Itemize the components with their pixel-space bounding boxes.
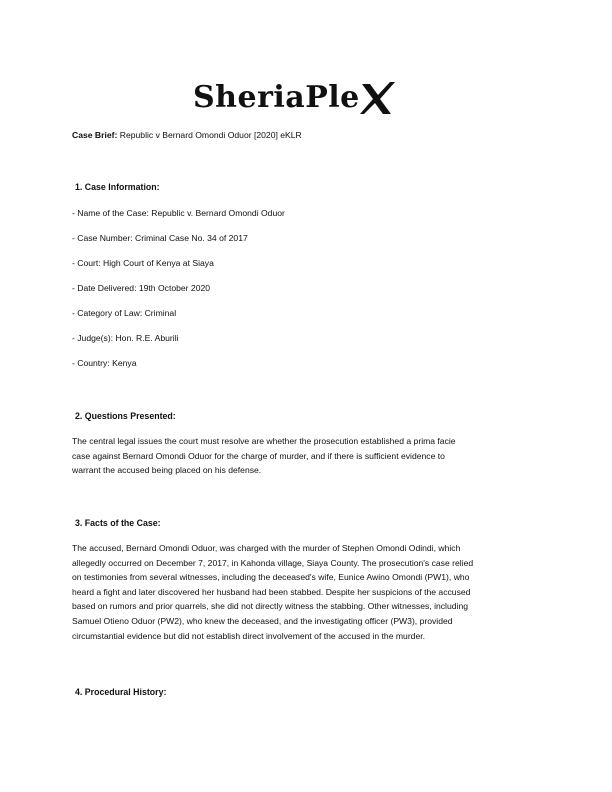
case-info-category: - Category of Law: Criminal xyxy=(72,308,177,318)
sheriaplex-logo xyxy=(193,78,419,118)
case-brief-label: Case Brief: xyxy=(72,130,118,140)
case-info-court: - Court: High Court of Kenya at Siaya xyxy=(72,258,214,268)
paragraph-line: Samuel Otieno Oduor (PW2), who knew the deceased, and the investigating officer (PW3), provided xyxy=(72,615,453,626)
case-info-judges: - Judge(s): Hon. R.E. Aburili xyxy=(72,333,179,343)
section-heading-case-information: 1. Case Information: xyxy=(75,182,160,192)
case-brief-line xyxy=(72,129,302,141)
case-info-number: - Case Number: Criminal Case No. 34 of 2017 xyxy=(72,233,248,243)
paragraph-line: warrant the accused being placed on his defense. xyxy=(72,465,262,476)
section-heading-questions: 2. Questions Presented: xyxy=(75,411,176,421)
paragraph-line: based on rumors and prior quarrels, she did not directly witness the stabbing. Other witnesses, including xyxy=(72,601,468,612)
x-mark-icon xyxy=(360,80,396,116)
case-info-date: - Date Delivered: 19th October 2020 xyxy=(72,283,211,293)
paragraph-line: case against Bernard Omondi Oduor for the charge of murder, and if there is sufficient evidence to xyxy=(72,450,445,461)
facts-paragraph xyxy=(72,541,542,643)
paragraph-line: circumstantial evidence but did not establish direct involvement of the accused in the murder. xyxy=(72,630,426,641)
case-info-country: - Country: Kenya xyxy=(72,358,137,368)
section-heading-facts: 3. Facts of the Case: xyxy=(75,518,161,528)
paragraph-line: allegedly occurred on December 7, 2017, in Kahonda village, Siaya County. The prosecution's case relied xyxy=(72,557,474,568)
case-info-name: - Name of the Case: Republic v. Bernard Omondi Oduor xyxy=(72,208,285,218)
case-brief-title: Republic v Bernard Omondi Oduor [2020] eKLR xyxy=(119,130,302,140)
questions-paragraph xyxy=(72,434,542,478)
paragraph-line: The accused, Bernard Omondi Oduor, was charged with the murder of Stephen Omondi Odindi, which xyxy=(72,543,461,553)
paragraph-line: on testimonies from several witnesses, including the deceased's wife, Eunice Awino Omondi (PW1), who xyxy=(72,572,470,583)
paragraph-line: heard a fight and later discovered her husband had been stabbed. Despite her suspicions of the accused xyxy=(72,586,471,597)
logo-text: SheriaPle xyxy=(193,80,360,115)
section-heading-procedural-history: 4. Procedural History: xyxy=(75,687,167,697)
paragraph-line: The central legal issues the court must resolve are whether the prosecution established a prima facie xyxy=(72,436,456,446)
